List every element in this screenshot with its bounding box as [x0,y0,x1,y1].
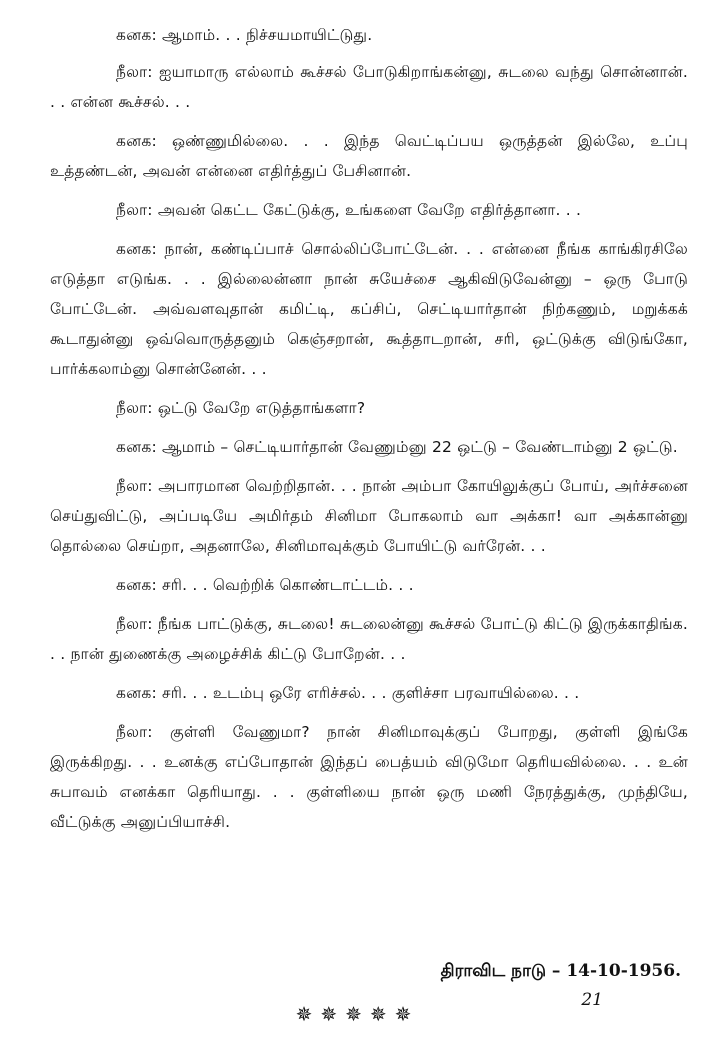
dialogue-line: கனக: ஒண்ணுமில்லை. . . இந்த வெட்டிப்பய ஒருத்தன் இல்லே, உப்பு உத்தண்டன், அவன் என்னை எதிர்த்துப் பேசினான். [50,132,688,180]
dialogue-line: நீலா: நீங்க பாட்டுக்கு, சுடலை! சுடலைன்னு கூச்சல் போட்டு கிட்டு இருக்காதிங்க. . . நான் துணைக்கு அழைச்சிக் கிட்டு போறேன். . . [50,615,688,663]
dialogue-line: கனக: ஆமாம் – செட்டியார்தான் வேணும்னு 22 ஒட்டு – வேண்டாம்னு 2 ஒட்டு. [116,438,678,456]
dialogue-line: நீலா: ஒட்டு வேறே எடுத்தாங்களா? [116,399,366,417]
dialogue-line: நீலா: குள்ளி வேணுமா? நான் சினிமாவுக்குப் போறது, குள்ளி இங்கே இருக்கிறது. . . உனக்கு எப்போதான் இந்தப் பைத்யம் விடுமோ தெரியவில்லை. . . உன் சுபாவம் எனக்கா தெரியாது. . . குள்ளியை நான் ஒரு மணி நேரத்துக்கு, முந்தியே, வீட்டுக்கு அனுப்பியாச்சி. [50,723,688,831]
page-number: 21 [581,990,603,1010]
source-citation: திராவிட நாடு – 14-10-1956. [440,961,681,981]
dialogue-line: நீலா: அவன் கெட்ட கேட்டுக்கு, உங்களை வேறே எதிர்த்தானா. . . [116,201,582,219]
dialogue-line: கனக: சரி. . . வெற்றிக் கொண்டாட்டம். . . [116,576,414,594]
dialogue-line: கனக: நான், கண்டிப்பாச் சொல்லிப்போட்டேன். . . என்னை நீங்க காங்கிரசிலே எடுத்தா எடுங்க. . . இல்லைன்னா நான் சுயேச்சை ஆகிவிடுவேன்னு – ஒரு போடு போட்டேன். அவ்வளவுதான் கமிட்டி, கப்சிப், செட்டியார்தான் நிற்கணும், மறுக்கக் கூடாதுன்னு ஒவ்வொருத்தனும் கெஞ்சறான், கூத்தாடறான், சரி, ஒட்டுக்கு விடுங்கோ, பார்க்கலாம்னு சொன்னேன். . . [50,240,688,378]
dialogue-line: நீலா: ஐயாமாரு எல்லாம் கூச்சல் போடுகிறாங்கன்னு, சுடலை வந்து சொன்னான். . . என்ன கூச்சல். . . [50,63,688,111]
dialogue-line: கனக: சரி. . . உடம்பு ஒரே எரிச்சல். . . குளிச்சா பரவாயில்லை. . . [116,684,580,702]
dialogue-line: நீலா: அபாரமான வெற்றிதான். . . நான் அம்பா கோயிலுக்குப் போய், அர்ச்சனை செய்துவிட்டு, அப்படியே அமிர்தம் சினிமா போகலாம் வா அக்கா! வா அக்கான்னு தொல்லை செய்றா, அதனாலே, சினிமாவுக்கும் போயிட்டு வர்ரேன். . . [50,477,688,555]
dialogue-body [50,20,688,846]
section-end-stars: ✵✵✵✵✵ [295,1002,420,1026]
dialogue-line: கனக: ஆமாம். . . நிச்சயமாயிட்டுது. [116,26,373,44]
